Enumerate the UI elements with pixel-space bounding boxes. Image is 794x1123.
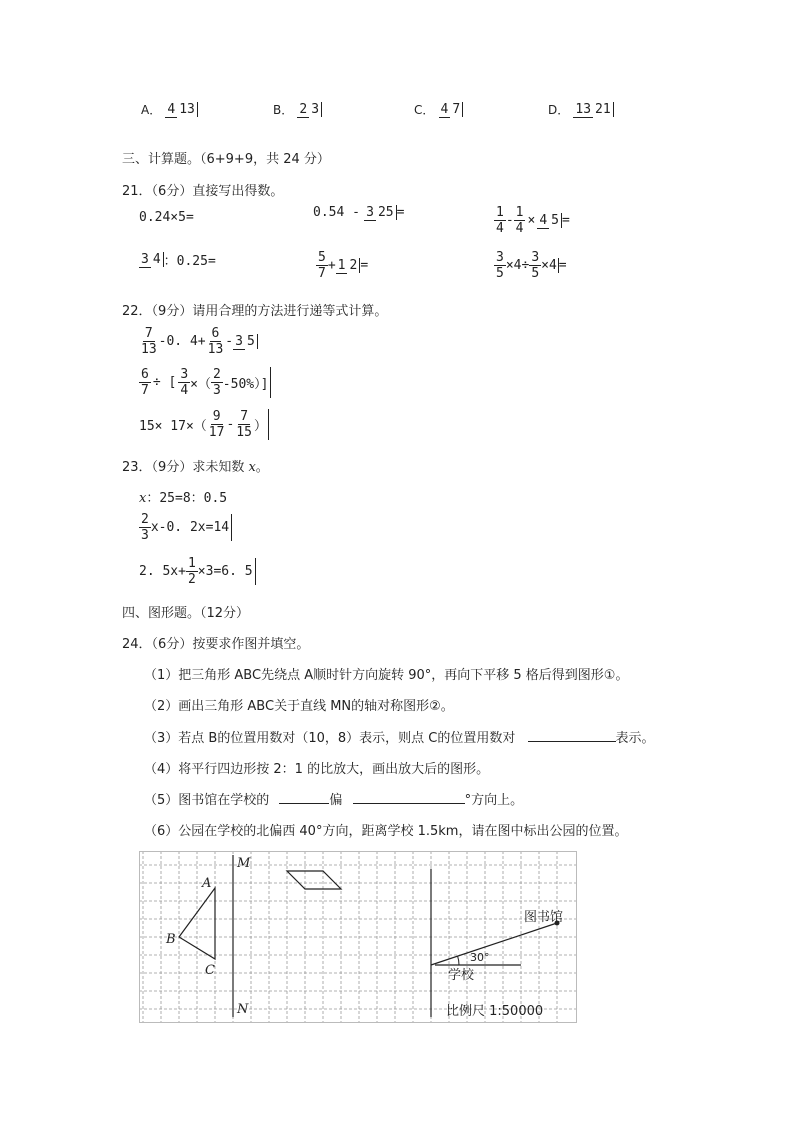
q21-a: 0.24×5= xyxy=(139,210,194,225)
q21-d-fraction: 3 4 xyxy=(139,252,164,267)
option-c-label: C． xyxy=(414,103,435,117)
q22-b-frac2: $\frac{3}{4}$ xyxy=(180,367,189,398)
section-4-title: 四、图形题。（12分） xyxy=(122,606,250,621)
q24-item-2: （2）画出三角形 ABC关于直线 MN的轴对称图形②。 xyxy=(144,699,454,714)
option-b-fraction: 2 3 xyxy=(297,102,322,117)
library-label: 图书馆 xyxy=(524,910,564,925)
label-m: M xyxy=(237,856,251,871)
q21-b-fraction: 3 25 xyxy=(364,205,396,220)
q21-b: 0.54 - 3 25 = xyxy=(313,205,405,220)
q22-b: $\frac{6}{7}$ ÷ [ $\frac{3}{4}$ ×（ $\frac{2}{3}$ -50%）] xyxy=(139,367,271,398)
option-d-label: D． xyxy=(548,103,570,117)
q21-f-frac1: $\frac{3}{5}$ xyxy=(496,250,504,281)
q22-a-frac1: $\frac{7}{13}$ xyxy=(141,326,157,357)
option-d xyxy=(548,101,614,118)
q24-item-5: （5）图书馆在学校的 偏 °方向上。 xyxy=(144,793,524,808)
library-ray xyxy=(431,923,557,965)
q21-d: 3 4 ：0.25= xyxy=(141,252,216,269)
q23-c-fraction: $\frac{1}{2}$ xyxy=(187,556,196,587)
q21-f-frac2: $\frac{3}{5}$ xyxy=(531,250,540,281)
q22-a-frac2: $\frac{6}{13}$ xyxy=(207,326,224,357)
label-a: A xyxy=(202,876,212,891)
q22-a-frac3: 3 5 xyxy=(233,334,258,349)
q21-e-frac2: 1 2 xyxy=(336,258,361,273)
grid-diagram xyxy=(139,851,577,1023)
q24-item-6: （6）公园在学校的北偏西 40°方向，距离学校 1.5km，请在图中标出公园的位置。 xyxy=(144,824,628,839)
answer-blank[interactable] xyxy=(279,803,329,804)
option-d-fraction: 13 21 xyxy=(573,102,613,117)
option-a-fraction: 4 13 xyxy=(165,102,197,117)
option-b-label: B． xyxy=(273,103,294,117)
answer-blank[interactable] xyxy=(528,741,616,742)
q23-c: 2. 5x+ $\frac{1}{2}$ ×3=6. 5 xyxy=(139,556,256,587)
q23-a: x：25=8：0.5 xyxy=(139,491,228,506)
q22-c-frac1: $\frac{9}{17}$ xyxy=(208,409,225,440)
angle-arc xyxy=(458,956,459,965)
option-b xyxy=(273,101,322,118)
option-a xyxy=(141,101,198,118)
label-b: B xyxy=(166,932,176,947)
q21-c: $\frac{1}{4}$ - $\frac{1}{4}$ × 4 5 = xyxy=(496,205,570,236)
section-3-title: 三、计算题。（6+9+9，共 24 分） xyxy=(122,152,330,167)
label-c: C xyxy=(205,963,215,978)
q24-item-3: （3）若点 B的位置用数对（10，8）表示，则点 C的位置用数对 表示。 xyxy=(144,731,655,746)
q22-c: 15× 17×（ $\frac{9}{17}$ - $\frac{7}{15}$ ） xyxy=(139,409,267,440)
q21-c-frac2: $\frac{1}{4}$ xyxy=(515,205,524,236)
q23-b-fraction: $\frac{2}{3}$ xyxy=(141,512,149,543)
option-c xyxy=(414,101,463,118)
q22-title: 22．（9分）请用合理的方法进行递等式计算。 xyxy=(122,304,388,319)
label-n: N xyxy=(237,1002,249,1017)
q22-b-frac1: $\frac{6}{7}$ xyxy=(141,367,149,398)
q21-e: $\frac{5}{7}$ + 1 2 = xyxy=(318,250,369,281)
q24-item-4: （4）将平行四边形按 2：1 的比放大，画出放大后的图形。 xyxy=(144,762,490,777)
q21-f: $\frac{3}{5}$ ×4÷ $\frac{3}{5}$ ×4 = xyxy=(496,250,567,281)
answer-blank[interactable] xyxy=(353,803,465,804)
q23-title: 23．（9分）求未知数 x。 xyxy=(122,460,269,475)
school-label: 学校 xyxy=(448,968,475,983)
q21-e-frac1: $\frac{5}{7}$ xyxy=(318,250,326,281)
parallelogram xyxy=(287,871,341,889)
q21-c-frac3: 4 5 xyxy=(537,213,562,228)
angle-label: 30° xyxy=(470,951,490,964)
q21-c-frac1: $\frac{1}{4}$ xyxy=(496,205,504,236)
q22-a: $\frac{7}{13}$ -0. 4+ $\frac{6}{13}$ - 3 5 xyxy=(139,326,258,357)
q22-b-frac3: $\frac{2}{3}$ xyxy=(212,367,221,398)
option-c-fraction: 4 7 xyxy=(439,102,464,117)
option-a-label: A． xyxy=(141,103,162,117)
q21-title: 21．（6分）直接写出得数。 xyxy=(122,184,284,199)
q23-b: $\frac{2}{3}$ x-0. 2x=14 xyxy=(139,512,232,543)
scale-label: 比例尺 1:50000 xyxy=(446,1004,544,1019)
q24-title: 24．（6分）按要求作图并填空。 xyxy=(122,637,310,652)
q22-c-frac2: $\frac{7}{15}$ xyxy=(236,409,252,440)
figure-grid xyxy=(139,851,577,1023)
q24-item-1: （1）把三角形 ABC先绕点 A顺时针方向旋转 90°，再向下平移 5 格后得到图形①。 xyxy=(144,668,629,683)
